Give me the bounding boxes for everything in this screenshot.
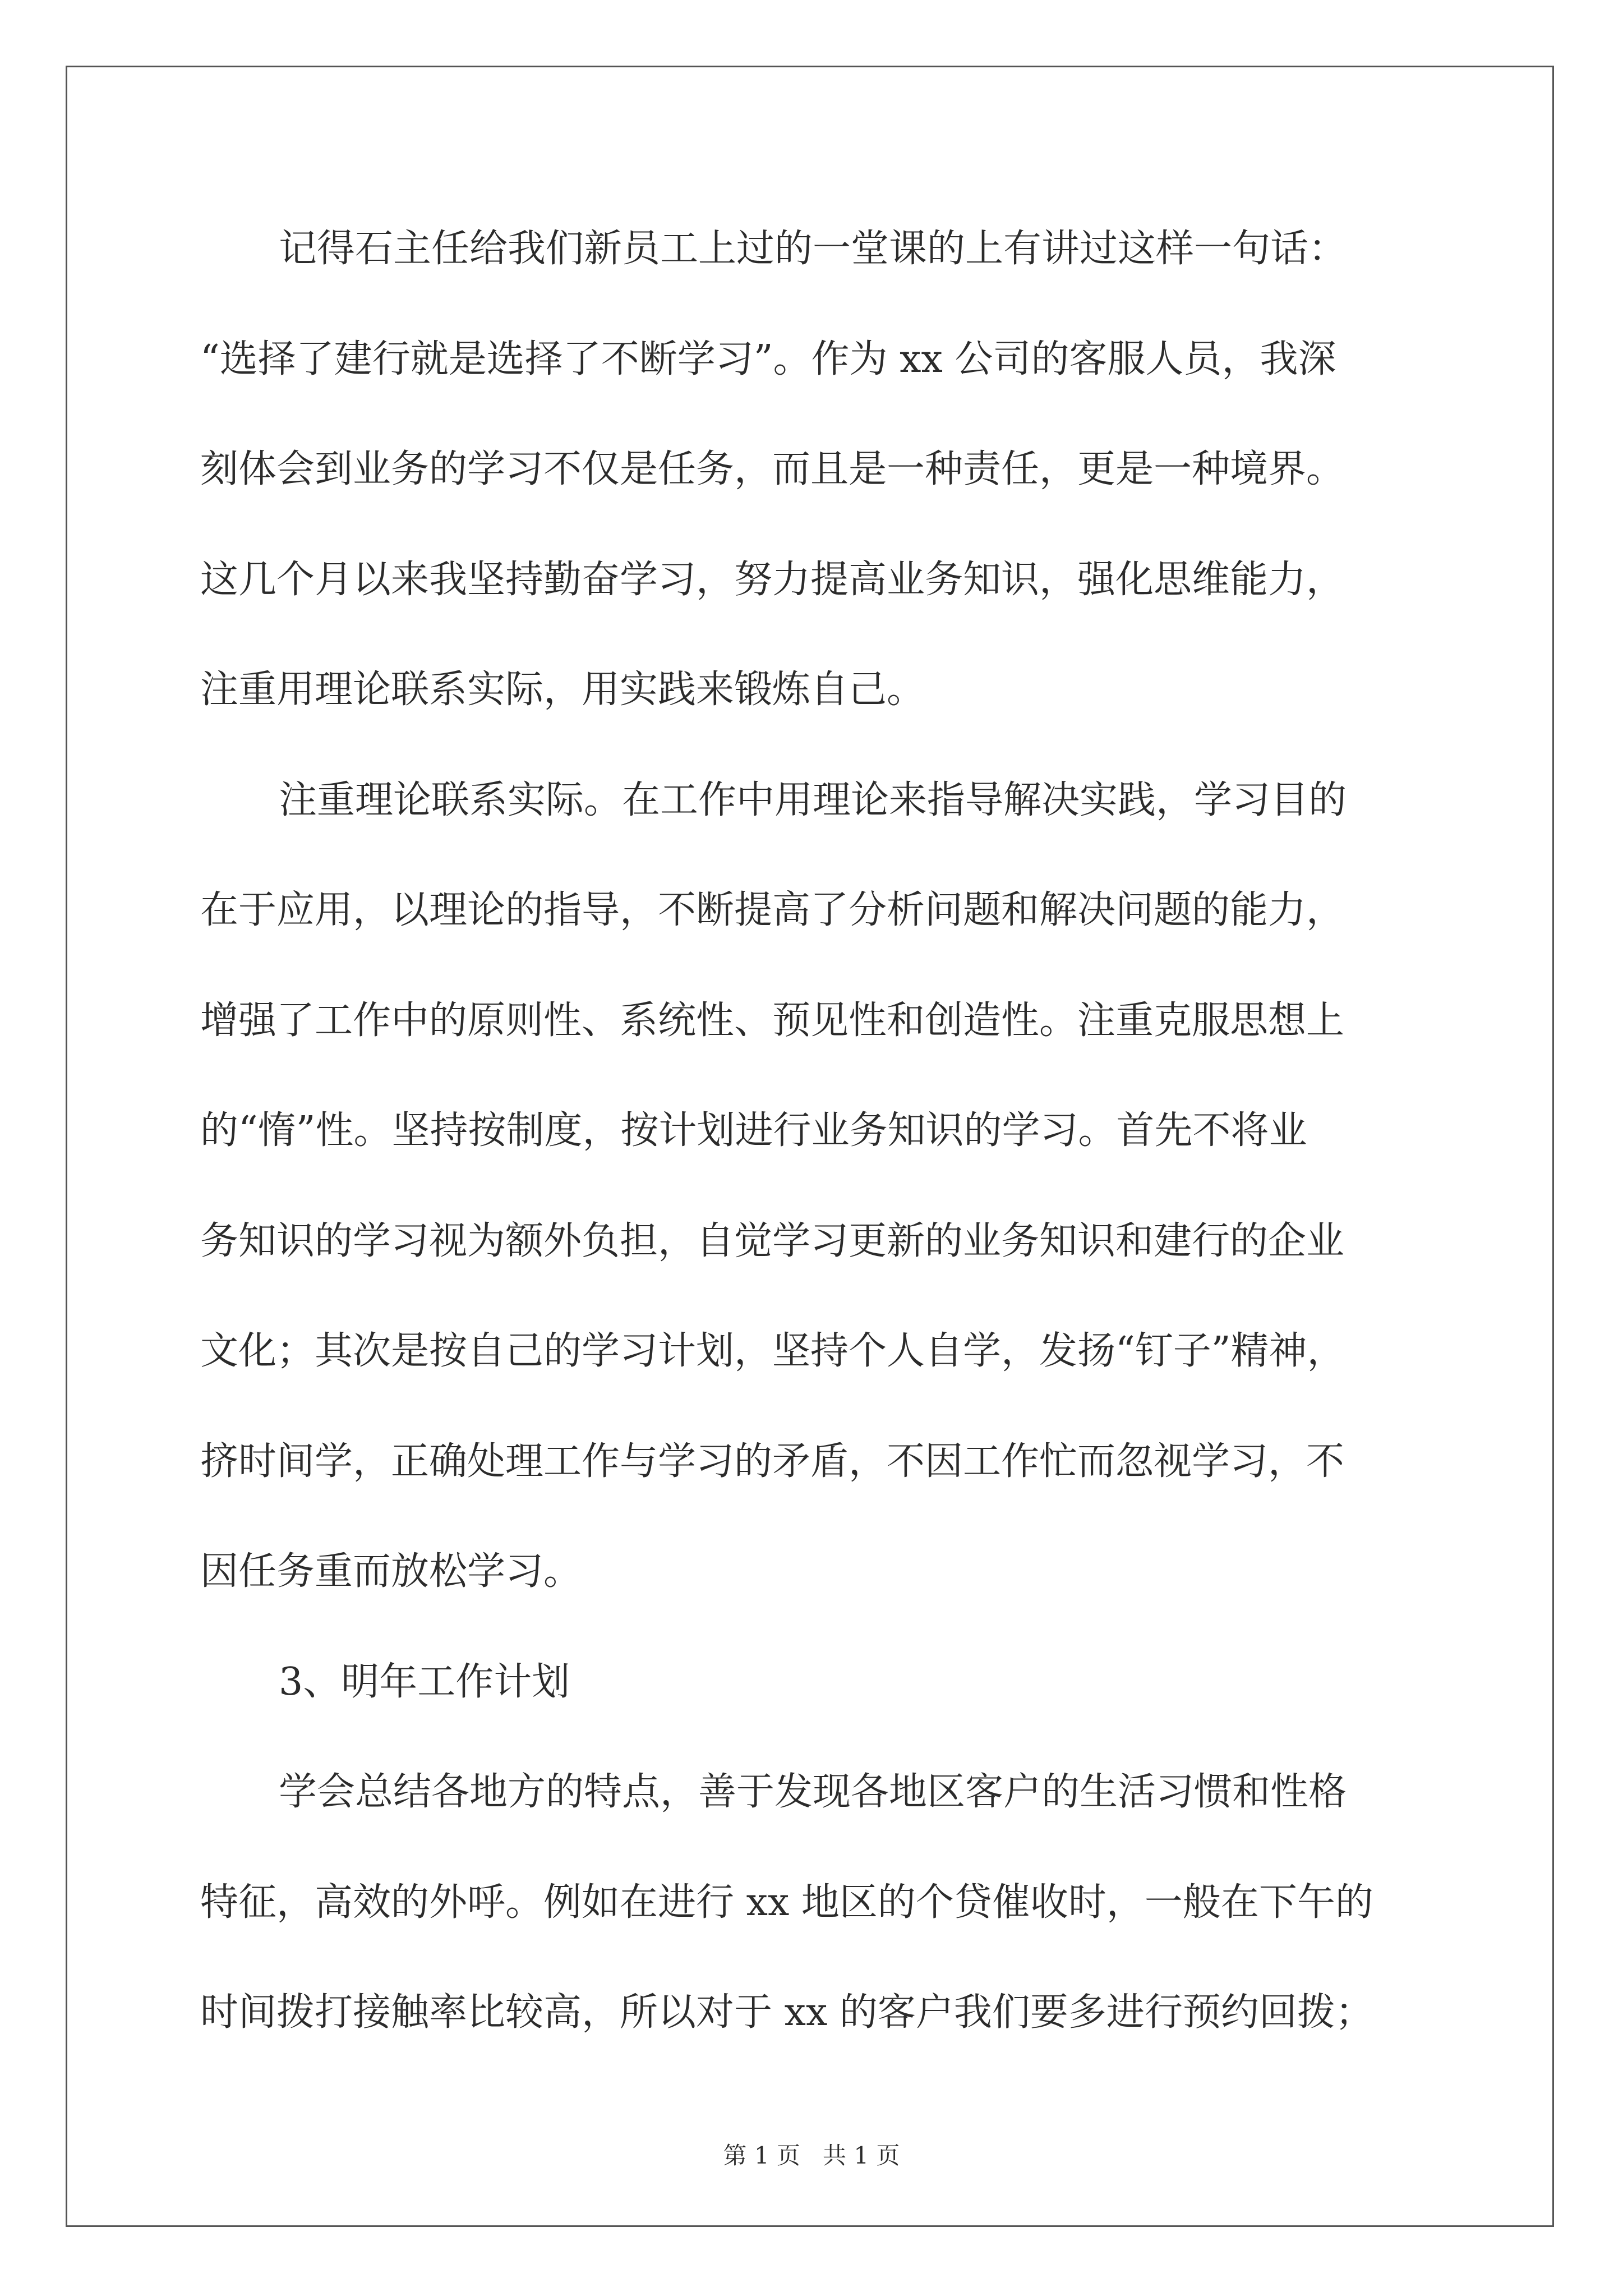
text-line: 时间拨打接触率比较高，所以对于 xx 的客户我们要多进行预约回拨； [200, 1990, 1373, 2035]
section-heading: 3、明年工作计划 [279, 1660, 570, 1704]
text-line: 在于应用，以理论的指导，不断提高了分析问题和解决问题的能力， [200, 888, 1345, 932]
text-line: 文化；其次是按自己的学习计划，坚持个人自学，发扬“钉子”精神， [200, 1329, 1345, 1373]
text-line: 增强了工作中的原则性、系统性、预见性和创造性。注重克服思想上 [200, 999, 1345, 1043]
text-line: 刻体会到业务的学习不仅是任务，而且是一种责任，更是一种境界。 [200, 447, 1345, 491]
text-line: 记得石主任给我们新员工上过的一堂课的上有讲过这样一句话： [279, 227, 1347, 271]
text-line: 务知识的学习视为额外负担，自觉学习更新的业务知识和建行的企业 [200, 1219, 1345, 1263]
text-line: 挤时间学，正确处理工作与学习的矛盾，不因工作忙而忽视学习，不 [200, 1439, 1345, 1484]
text-line: 注重用理论联系实际，用实践来锻炼自己。 [200, 668, 925, 712]
text-line: “选择了建行就是选择了不断学习”。作为 xx 公司的客服人员，我深 [200, 337, 1336, 381]
text-line: 这几个月以来我坚持勤奋学习，努力提高业务知识，强化思维能力， [200, 558, 1345, 602]
page-number-footer: 第 1 页 共 1 页 [723, 2142, 900, 2169]
text-line: 学会总结各地方的特点，善于发现各地区客户的生活习惯和性格 [279, 1770, 1347, 1814]
text-line: 的“惰”性。坚持按制度，按计划进行业务知识的学习。首先不将业 [200, 1108, 1307, 1153]
text-line: 因任务重而放松学习。 [200, 1549, 582, 1594]
text-line: 特征，高效的外呼。例如在进行 xx 地区的个贷催收时，一般在下午的 [200, 1880, 1373, 1925]
text-line: 注重理论联系实际。在工作中用理论来指导解决实践，学习目的 [279, 778, 1347, 822]
